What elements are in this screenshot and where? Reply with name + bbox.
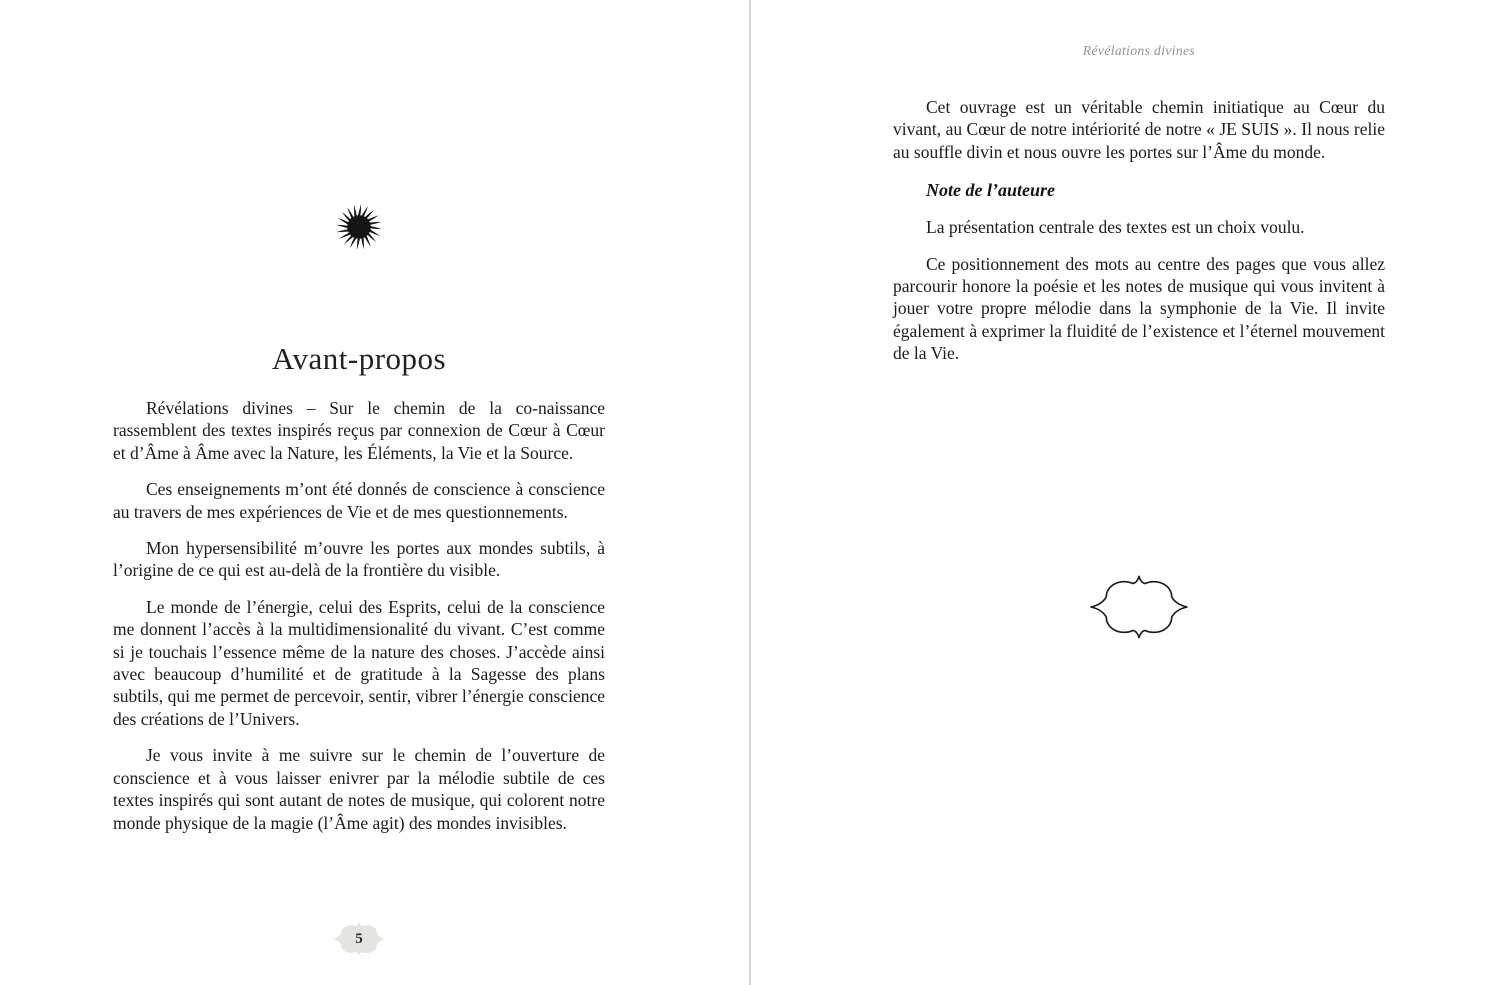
body-paragraph: Je vous invite à me suivre sur le chemin de l’ouverture de conscience et à vous laisser enivrer par la mélodie subtile de ces textes inspirés qui sont autant de notes de musique, qui colorent notre monde physique de la magie (l’Âme agit) des mondes invisibles. — [113, 745, 605, 833]
right-page — [893, 0, 1385, 985]
right-page-text — [893, 96, 1385, 379]
running-header: Révélations divines — [1082, 43, 1196, 58]
sun-icon — [335, 203, 383, 251]
page-number: 5 — [355, 930, 363, 947]
page-gutter-divider — [749, 0, 751, 985]
quatrefoil-icon-wrap — [1090, 574, 1188, 640]
chapter-title: Avant-propos — [271, 341, 447, 376]
body-paragraph: Mon hypersensibilité m’ouvre les portes aux mondes subtils, à l’origine de ce qui est au-delà de la frontière du visible. — [113, 538, 605, 581]
body-paragraph: Révélations divines – Sur le chemin de la co-naissance rassemblent des textes inspirés reçus par connexion de Cœur à Cœur et d’Âme à Âme avec la Nature, les Éléments, la Vie et la Source. — [113, 398, 605, 463]
quatrefoil-icon — [1090, 574, 1188, 640]
body-paragraph: Ce positionnement des mots au centre des pages que vous allez parcourir honore la poésie et les notes de musique qui vous invitent à jouer votre propre mélodie dans la symphonie de la Vie. Il invite également à exprimer la fluidité de l’existence et l’éternel mouvement de la Vie. — [893, 253, 1385, 364]
sun-icon-wrap — [335, 203, 383, 251]
left-page-text — [113, 397, 605, 848]
note-heading: Note de l’auteure — [926, 180, 1055, 201]
body-paragraph: La présentation centrale des textes est un choix voulu. — [926, 217, 1305, 238]
left-page — [113, 0, 605, 985]
page-number-badge — [332, 919, 386, 959]
body-paragraph: Ces enseignements m’ont été donnés de conscience à conscience au travers de mes expériences de Vie et de mes questionnements. — [113, 479, 605, 522]
body-paragraph: Le monde de l’énergie, celui des Esprits, celui de la conscience me donnent l’accès à la multidimensionalité du vivant. C’est comme si je touchais l’essence même de la nature des choses. J’accède ainsi avec beaucoup d’humilité et de gratitude à la Sagesse des plans subtils, qui me permet de percevoir, sentir, vibrer l’énergie conscience des créations de l’Univers. — [113, 596, 605, 729]
body-paragraph: Cet ouvrage est un véritable chemin initiatique au Cœur du vivant, au Cœur de notre intériorité de notre « JE SUIS ». Il nous relie au souffle divin et nous ouvre les portes sur l’Âme du monde. — [893, 97, 1385, 162]
